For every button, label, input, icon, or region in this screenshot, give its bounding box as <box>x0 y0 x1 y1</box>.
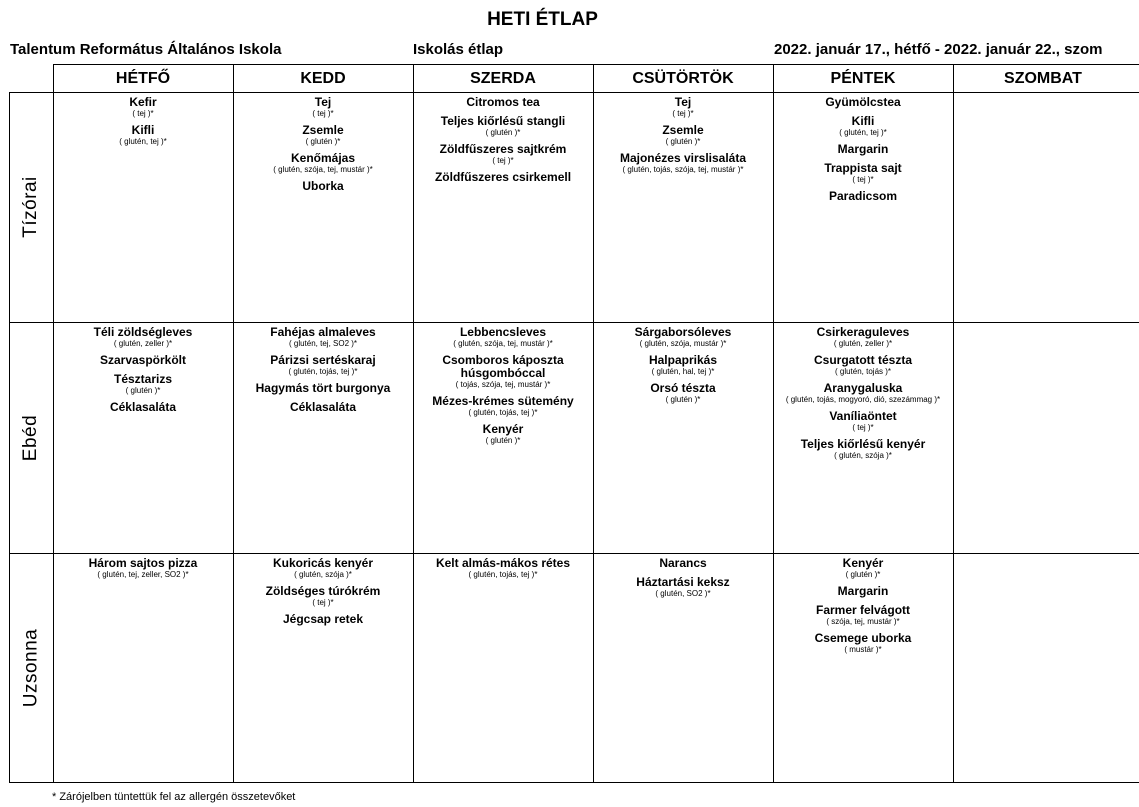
dish-name: Kenyér <box>842 556 884 570</box>
menu-item <box>233 585 413 607</box>
menu-item <box>773 438 953 460</box>
menu-item <box>773 382 953 404</box>
dish-name: Kukoricás kenyér <box>272 556 374 570</box>
dish-name: Zöldfűszeres sajtkrém <box>439 142 567 156</box>
menu-cell <box>413 554 593 782</box>
dish-name: Hagymás tört burgonya <box>255 381 391 395</box>
dish-allergens: ( tej )* <box>672 109 694 118</box>
dish-name: Sárgaborsóleves <box>634 325 732 339</box>
menu-cell <box>53 554 233 782</box>
menu-item <box>233 180 413 193</box>
dish-name: Vaníliaöntet <box>829 409 897 423</box>
dish-name: Kifli <box>851 114 875 128</box>
dish-allergens: ( glutén, szója )* <box>294 570 352 579</box>
menu-item <box>773 557 953 579</box>
dish-name: Lebbencsleves <box>459 325 547 339</box>
menu-cell <box>773 323 953 553</box>
menu-item <box>773 354 953 376</box>
menu-item <box>593 152 773 174</box>
dish-name: Szarvaspörkölt <box>99 353 187 367</box>
menu-item <box>53 557 233 579</box>
dish-name: Narancs <box>659 556 707 570</box>
dish-allergens: ( szója, tej, mustár )* <box>826 617 900 626</box>
menu-item <box>413 171 593 184</box>
dish-name: Uborka <box>302 179 344 193</box>
dish-name: Orsó tészta <box>650 381 716 395</box>
dish-allergens: ( tej )* <box>852 423 874 432</box>
meal-label <box>9 553 53 782</box>
dish-name: Csomboros káposzta húsgombóccal <box>442 353 564 380</box>
meal-label <box>9 322 53 553</box>
menu-cell <box>953 93 1133 322</box>
menu-item <box>593 354 773 376</box>
dish-name: Margarin <box>837 584 889 598</box>
dish-name: Teljes kiőrlésű kenyér <box>800 437 926 451</box>
dish-name: Kifli <box>131 123 155 137</box>
menu-cell <box>233 554 413 782</box>
dish-name: Csemege uborka <box>814 631 912 645</box>
menu-item <box>53 326 233 348</box>
meal-label-text: Tízórai <box>20 176 42 238</box>
dish-allergens: ( glutén )* <box>125 386 161 395</box>
dish-name: Céklasaláta <box>289 400 357 414</box>
menu-cell <box>593 554 773 782</box>
menu-item <box>413 557 593 579</box>
meal-label-text: Uzsonna <box>20 628 41 707</box>
dish-name: Trappista sajt <box>824 161 902 175</box>
menu-cell <box>773 93 953 322</box>
menu-item <box>413 423 593 445</box>
menu-item <box>593 576 773 598</box>
dish-allergens: ( glutén, zeller )* <box>833 339 893 348</box>
menu-item <box>413 354 593 389</box>
menu-item <box>233 326 413 348</box>
dish-allergens: ( glutén, szója, mustár )* <box>639 339 727 348</box>
menu-cell <box>233 323 413 553</box>
menu-cell <box>53 323 233 553</box>
dish-name: Tej <box>674 95 692 109</box>
dish-allergens: ( glutén, szója )* <box>834 451 892 460</box>
menu-cell <box>773 554 953 782</box>
menu-item <box>413 143 593 165</box>
dish-allergens: ( glutén, tojás, tej )* <box>468 408 538 417</box>
menu-item <box>233 382 413 395</box>
meal-label <box>9 92 53 322</box>
menu-item <box>413 96 593 109</box>
dish-name: Zöldséges túrókrém <box>265 584 381 598</box>
page-title: HETI ÉTLAP <box>487 9 598 30</box>
dish-allergens: ( glutén, tojás )* <box>834 367 892 376</box>
menu-item <box>773 162 953 184</box>
dish-name: Csirkeraguleves <box>816 325 910 339</box>
menu-cell <box>953 554 1133 782</box>
menu-item <box>53 373 233 395</box>
menu-item <box>233 557 413 579</box>
dish-name: Zsemle <box>302 123 344 137</box>
dish-name: Fahéjas almaleves <box>270 325 376 339</box>
dish-allergens: ( mustár )* <box>844 645 882 654</box>
menu-cell <box>413 323 593 553</box>
menu-item <box>233 613 413 626</box>
dish-allergens: ( glutén, tej )* <box>839 128 887 137</box>
grid-line-horizontal <box>9 782 1139 783</box>
dish-allergens: ( glutén )* <box>305 137 341 146</box>
dish-allergens: ( glutén, tojás, tej )* <box>288 367 358 376</box>
menu-item <box>233 124 413 146</box>
menu-item <box>773 410 953 432</box>
dish-name: Gyümölcstea <box>825 95 901 109</box>
dish-name: Paradicsom <box>828 189 898 203</box>
meal-label-text: Ebéd <box>20 414 41 461</box>
menu-item <box>53 124 233 146</box>
menu-item <box>593 124 773 146</box>
dish-allergens: ( tej )* <box>492 156 514 165</box>
day-header: PÉNTEK <box>830 70 896 87</box>
menu-cell <box>53 93 233 322</box>
day-header: SZERDA <box>470 70 536 87</box>
menu-item <box>773 115 953 137</box>
dish-name: Téli zöldségleves <box>93 325 193 339</box>
day-header: CSÜTÖRTÖK <box>632 70 734 87</box>
dish-name: Mézes-krémes sütemény <box>432 394 574 408</box>
dish-name: Kelt almás-mákos rétes <box>435 556 571 570</box>
dish-name: Halpaprikás <box>648 353 718 367</box>
dish-allergens: ( glutén, tojás, mogyoró, dió, szezámmag )* <box>785 395 941 404</box>
dish-allergens: ( glutén )* <box>485 128 521 137</box>
menu-item <box>233 401 413 414</box>
dish-allergens: ( glutén, tej, zeller, SO2 )* <box>97 570 189 579</box>
dish-allergens: ( glutén )* <box>845 570 881 579</box>
dish-name: Tej <box>314 95 332 109</box>
dish-name: Majonézes virslisaláta <box>619 151 747 165</box>
menu-item <box>413 115 593 137</box>
menu-cell <box>413 93 593 322</box>
date-range: 2022. január 17., hétfő - 2022. január 22., szom <box>774 41 1103 58</box>
dish-name: Zöldfűszeres csirkemell <box>434 170 572 184</box>
dish-name: Jégcsap retek <box>282 612 364 626</box>
dish-allergens: ( tej )* <box>852 175 874 184</box>
menu-item <box>53 354 233 367</box>
dish-name: Aranygaluska <box>823 381 903 395</box>
dish-name: Céklasaláta <box>109 400 177 414</box>
menu-item <box>593 326 773 348</box>
menu-item <box>773 190 953 203</box>
menu-item <box>773 96 953 109</box>
menu-type: Iskolás étlap <box>413 41 504 58</box>
dish-name: Kenőmájas <box>290 151 356 165</box>
dish-allergens: ( glutén, zeller )* <box>113 339 173 348</box>
school-name: Talentum Református Általános Iskola <box>10 41 282 58</box>
menu-cell <box>953 323 1133 553</box>
dish-allergens: ( glutén, hal, tej )* <box>651 367 715 376</box>
dish-allergens: ( glutén )* <box>665 395 701 404</box>
dish-allergens: ( glutén, tojás, tej )* <box>468 570 538 579</box>
dish-name: Zsemle <box>662 123 704 137</box>
dish-allergens: ( glutén, tojás, szója, tej, mustár )* <box>622 165 744 174</box>
dish-name: Háztartási keksz <box>636 575 730 589</box>
menu-item <box>773 604 953 626</box>
dish-name: Három sajtos pizza <box>88 556 198 570</box>
dish-name: Csurgatott tészta <box>813 353 912 367</box>
dish-name: Tésztarizs <box>113 372 173 386</box>
dish-allergens: ( tojás, szója, tej, mustár )* <box>455 380 551 389</box>
dish-allergens: ( glutén, szója, tej, mustár )* <box>273 165 373 174</box>
dish-allergens: ( glutén, tej )* <box>119 137 167 146</box>
menu-item <box>413 326 593 348</box>
dish-name: Kefir <box>129 95 157 109</box>
menu-cell <box>233 93 413 322</box>
menu-cell <box>593 323 773 553</box>
day-header: KEDD <box>300 70 346 87</box>
dish-name: Citromos tea <box>466 95 540 109</box>
menu-item <box>773 632 953 654</box>
dish-name: Margarin <box>837 142 889 156</box>
menu-item <box>773 585 953 598</box>
menu-cell <box>593 93 773 322</box>
menu-item <box>233 96 413 118</box>
menu-item <box>593 96 773 118</box>
dish-allergens: ( glutén )* <box>665 137 701 146</box>
dish-name: Teljes kiőrlésű stangli <box>440 114 566 128</box>
dish-allergens: ( glutén )* <box>485 436 521 445</box>
day-header: SZOMBAT <box>1004 70 1082 87</box>
dish-allergens: ( tej )* <box>312 598 334 607</box>
allergen-footnote: * Zárójelben tüntettük fel az allergén összetevőket <box>52 791 296 803</box>
menu-item <box>233 152 413 174</box>
dish-name: Farmer felvágott <box>815 603 911 617</box>
menu-item <box>53 96 233 118</box>
menu-item <box>773 143 953 156</box>
dish-name: Kenyér <box>482 422 524 436</box>
dish-name: Párizsi sertéskaraj <box>270 353 376 367</box>
dish-allergens: ( tej )* <box>312 109 334 118</box>
menu-item <box>593 557 773 570</box>
dish-allergens: ( glutén, SO2 )* <box>655 589 711 598</box>
menu-item <box>773 326 953 348</box>
menu-item <box>53 401 233 414</box>
dish-allergens: ( tej )* <box>132 109 154 118</box>
menu-item <box>413 395 593 417</box>
dish-allergens: ( glutén, tej, SO2 )* <box>288 339 358 348</box>
dish-allergens: ( glutén, szója, tej, mustár )* <box>453 339 553 348</box>
day-header: HÉTFŐ <box>115 70 171 87</box>
menu-item <box>593 382 773 404</box>
menu-item <box>233 354 413 376</box>
